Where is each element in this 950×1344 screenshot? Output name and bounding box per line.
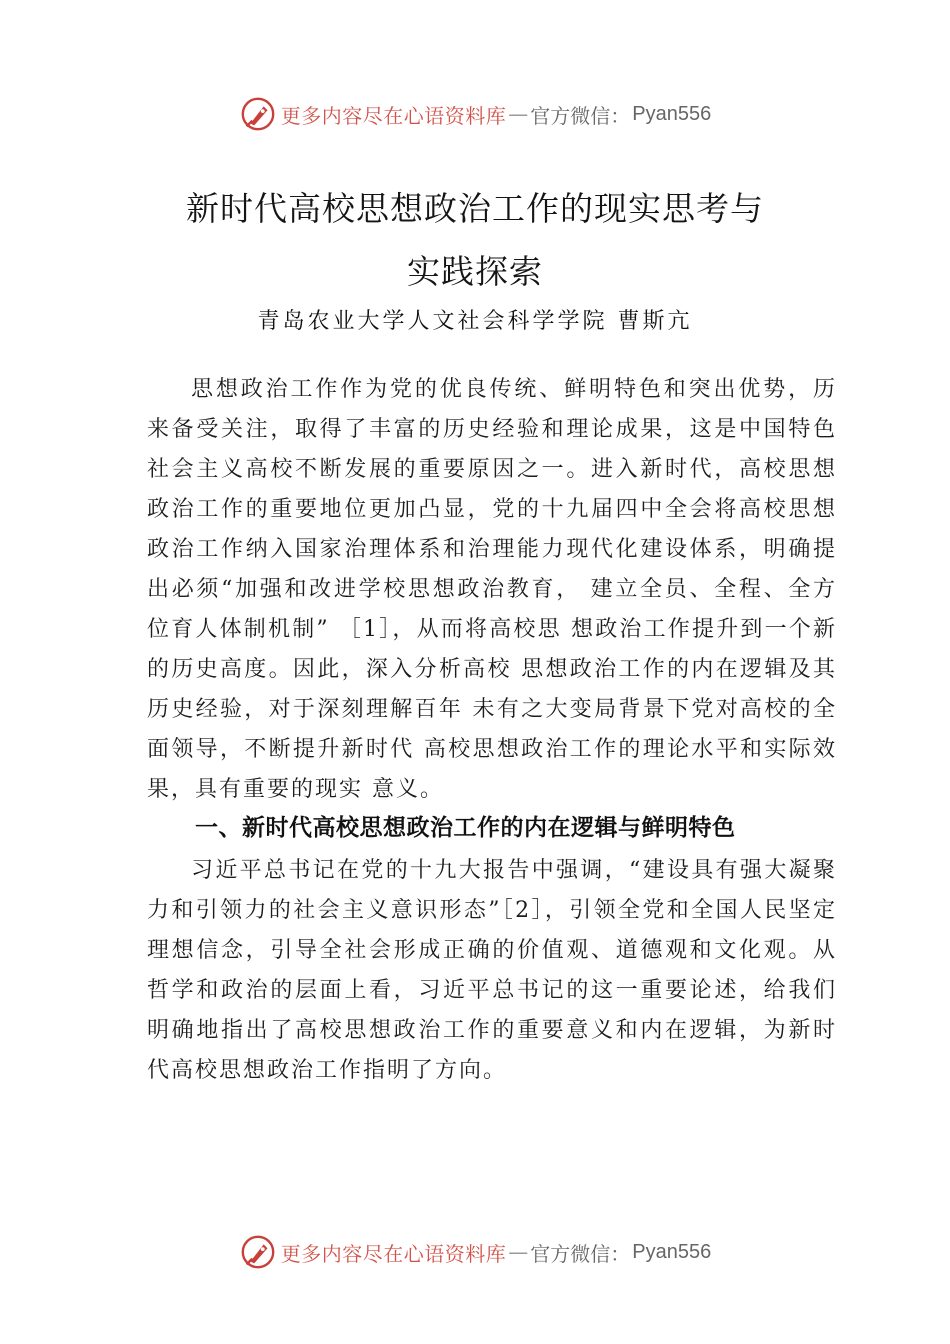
banner-site-text: 更多内容尽在心语资料库: [280, 1241, 507, 1266]
header-watermark-banner: [0, 92, 950, 136]
document-title-line-2: 实践探索: [407, 252, 543, 291]
author-affiliation: 青岛农业大学人文社会科学学院 曹斯亢: [257, 309, 693, 334]
intro-paragraph: 思想政治工作作为党的优良传统、鲜明特色和突出优势，历来备受关注，取得了丰富的历史经验和理论成果，这是中国特色社会主义高校不断发展的重要原因之一。进入新时代，高校思想政治工作的重要地位更加凸显，党的十九届四中全会将高校思想政治工作纳入国家治理体系和治理能力现代化建设体系，明确提出必须“加强和改进学校思想政治教育， 建立全员、全程、全方位育人体制机制” ［1］，从而将高校思 想政治工作提升到一个新的历史高度。因此，深入分析高校 思想政治工作的内在逻辑及其历史经验，对于深刻理解百年 未有之大变局背景下党对高校的全面领导，不断提升新时代 高校思想政治工作的理论水平和实际效果，具有重要的现实 意义。: [147, 377, 837, 802]
footer-watermark-banner: [0, 1230, 950, 1274]
banner-dash: —: [508, 1240, 529, 1264]
document-title-line-1: 新时代高校思想政治工作的现实思考与: [186, 189, 764, 228]
section-paragraph: 习近平总书记在党的十九大报告中强调，“建设具有强大凝聚力和引领力的社会主义意识形态”［2］，引领全党和全国人民坚定理想信念，引导全社会形成正确的价值观、道德观和文化观。从哲学和政治的层面上看，习近平总书记的这一重要论述，给我们明确地指出了高校思想政治工作的重要意义和内在逻辑，为新时代高校思想政治工作指明了方向。: [147, 858, 837, 1083]
pen-nib-logo-icon: [239, 1233, 277, 1271]
pen-nib-logo-icon: [239, 95, 277, 133]
banner-wechat-label: 官方微信：: [530, 1241, 631, 1266]
banner-wechat-id: Pyan556: [632, 1240, 712, 1263]
banner-wechat-id: Pyan556: [632, 102, 712, 125]
banner-site-text: 更多内容尽在心语资料库: [280, 103, 507, 128]
banner-dash: —: [508, 102, 529, 126]
section-heading: 一、新时代高校思想政治工作的内在逻辑与鲜明特色: [195, 815, 736, 841]
banner-wechat-label: 官方微信：: [530, 103, 631, 128]
